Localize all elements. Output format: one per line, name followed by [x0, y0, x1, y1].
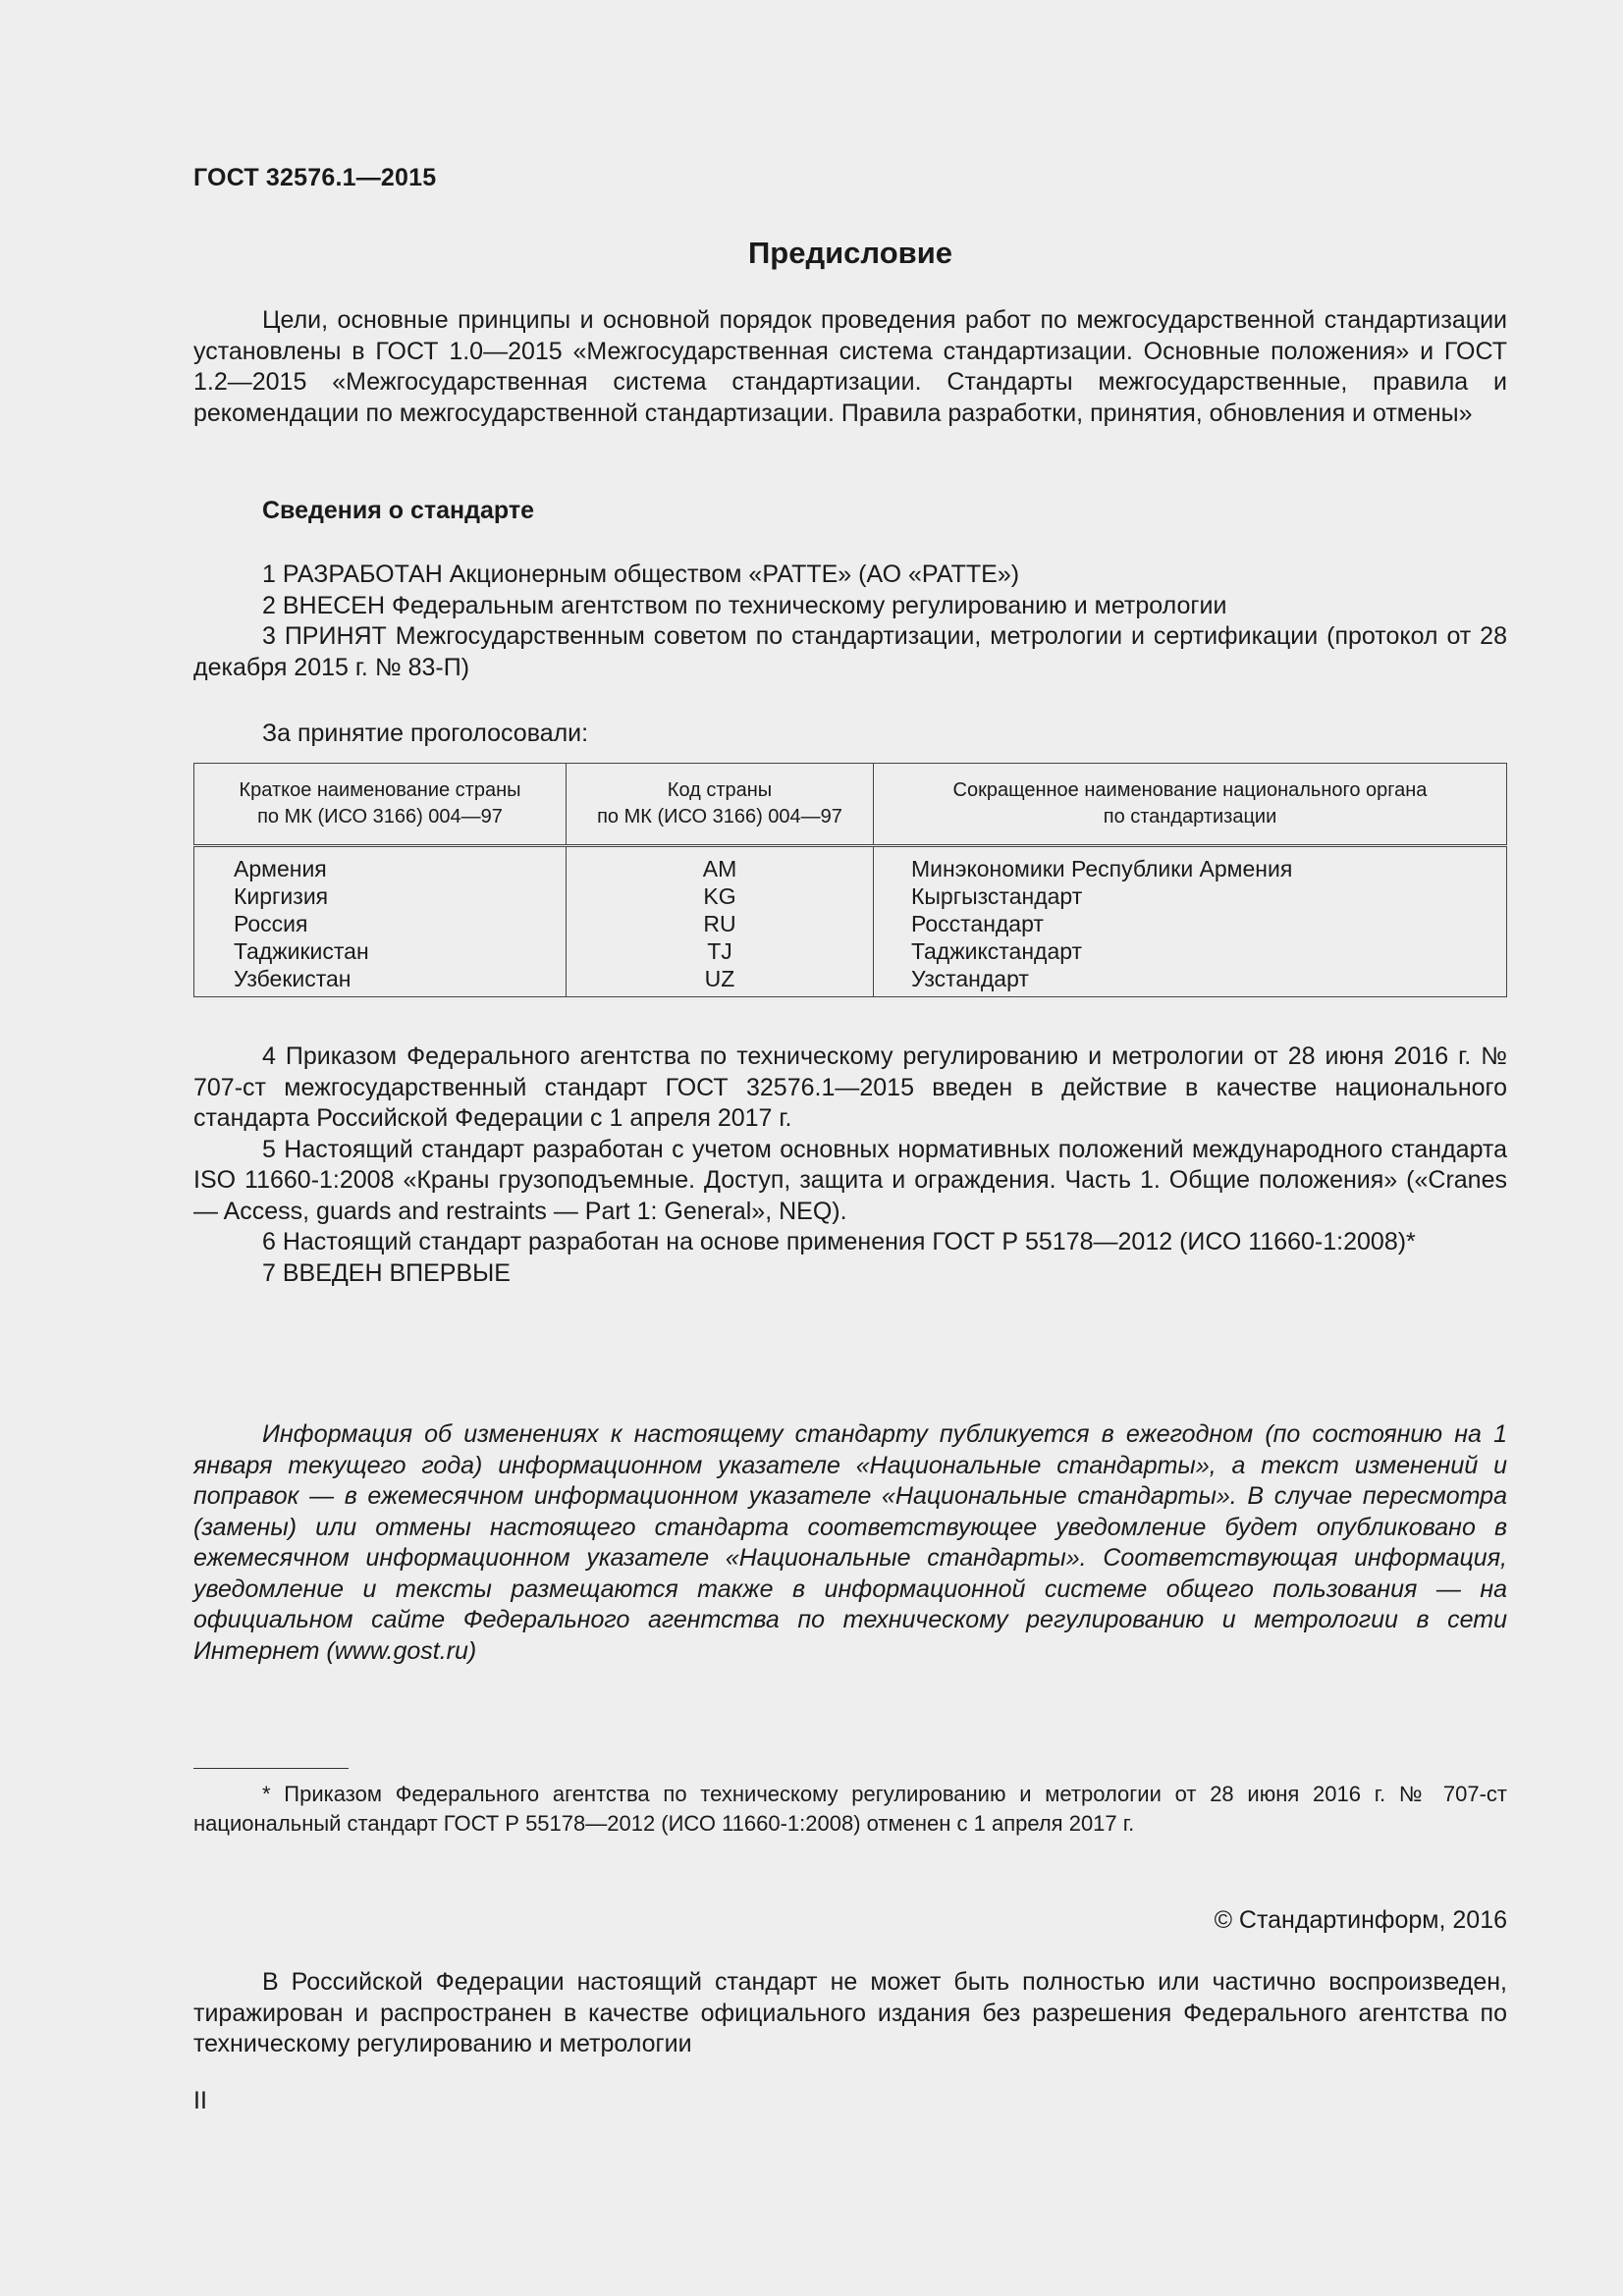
cell-national-body: Минэкономики Республики Армения [874, 846, 1507, 883]
table-row [194, 882, 1507, 910]
cell-national-body: Росстандарт [874, 910, 1507, 937]
cell-code: RU [567, 910, 874, 937]
cell-country: Армения [194, 846, 567, 883]
info-items-list-b [193, 1041, 1507, 1289]
cell-country: Россия [194, 910, 567, 937]
copyright-notice: © Стандартинформ, 2016 [1214, 1906, 1507, 1934]
list-item: 4 Приказом Федерального агентства по техническому регулированию и метрологии от 28 июня 2016 г. № 707-ст межгосударственный стандарт ГОСТ 32576.1—2015 введен в действие в качестве национального стандарта Российской Федерации с 1 апреля 2017 г. [193, 1042, 1507, 1132]
info-items-list-a [193, 560, 1507, 683]
table-header-row [194, 764, 1507, 846]
table-row [194, 965, 1507, 997]
cell-national-body: Таджикстандарт [874, 937, 1507, 965]
list-item: 2 ВНЕСЕН Федеральным агентством по техническому регулированию и метрологии [262, 591, 1227, 619]
cell-national-body: Кыргызстандарт [874, 882, 1507, 910]
cell-code: TJ [567, 937, 874, 965]
footnote-separator [193, 1768, 349, 1769]
cell-country: Таджикистан [194, 937, 567, 965]
list-item: 1 РАЗРАБОТАН Акционерным обществом «РАТТЕ» (АО «РАТТЕ») [262, 561, 1020, 588]
voting-countries-table [193, 763, 1507, 997]
change-info-notice: Информация об изменениях к настоящему стандарту публикуется в ежегодном (по состоянию на 1 января текущего года) информационном указателе «Национальные стандарты», а текст изменений и поправок — в ежемесячном информационном указателе «Национальные стандарты». В случае пересмотра (замены) или отмены настоящего стандарта соответствующее уведомление будет опубликовано в ежемесячном информационном указателе «Национальные стандарты». Соответствующая информация, уведомление и тексты размещаются также в информационной системе общего пользования — на официальном сайте Федерального агентства по техническому регулированию и метрологии в сети Интернет (www.gost.ru) [193, 1420, 1507, 1665]
document-code: ГОСТ 32576.1—2015 [193, 164, 437, 191]
section-heading-svedeniya: Сведения о стандарте [262, 497, 535, 524]
page-title: Предисловие [747, 236, 952, 270]
footnote: * Приказом Федерального агентства по техническому регулированию и метрологии от 28 июня 2016 г. № 707-ст национальный стандарт ГОСТ Р 55178—2012 (ИСО 11660-1:2008) отменен с 1 апреля 2017 г. [193, 1782, 1507, 1836]
vote-label: За принятие проголосовали: [262, 720, 589, 747]
list-item: 5 Настоящий стандарт разработан с учетом основных нормативных положений международного стандарта ISO 11660-1:2008 «Краны грузоподъемные. Доступ, защита и ограждения. Часть 1. Общие положения» («Cranes — Access, guards and restraints — Part 1: General», NEQ). [193, 1135, 1507, 1225]
page-number: II [193, 2087, 207, 2114]
column-header-country: Краткое наименование страны по МК (ИСО 3166) 004—97 [194, 764, 567, 846]
column-header-code: Код страны по МК (ИСО 3166) 004—97 [567, 764, 874, 846]
intro-paragraph: Цели, основные принципы и основной порядок проведения работ по межгосударственной стандартизации установлены в ГОСТ 1.0—2015 «Межгосударственная система стандартизации. Основные положения» и ГОСТ 1.2—2015 «Межгосударственная система стандартизации. Стандарты межгосударственные, правила и рекомендации по межгосударственной стандартизации. Правила разработки, принятия, обновления и отмены» [193, 306, 1507, 427]
table-row [194, 910, 1507, 937]
list-item: 3 ПРИНЯТ Межгосударственным советом по стандартизации, метрологии и сертификации (протокол от 28 декабря 2015 г. № 83-П) [193, 622, 1507, 681]
list-item: 7 ВВЕДЕН ВПЕРВЫЕ [262, 1258, 511, 1287]
cell-country: Киргизия [194, 882, 567, 910]
cell-national-body: Узстандарт [874, 965, 1507, 997]
column-header-national-body: Сокращенное наименование национального органа по стандартизации [874, 764, 1507, 846]
reproduction-notice: В Российской Федерации настоящий стандарт не может быть полностью или частично воспроизведен, тиражирован и распространен в качестве официального издания без разрешения Федерального агентства по техническому регулированию и метрологии [193, 1968, 1507, 2057]
list-item: 6 Настоящий стандарт разработан на основе применения ГОСТ Р 55178—2012 (ИСО 11660-1:2008)* [262, 1228, 1416, 1255]
cell-code: AM [567, 846, 874, 883]
cell-code: KG [567, 882, 874, 910]
cell-country: Узбекистан [194, 965, 567, 997]
table-row [194, 846, 1507, 883]
table-row [194, 937, 1507, 965]
cell-code: UZ [567, 965, 874, 997]
